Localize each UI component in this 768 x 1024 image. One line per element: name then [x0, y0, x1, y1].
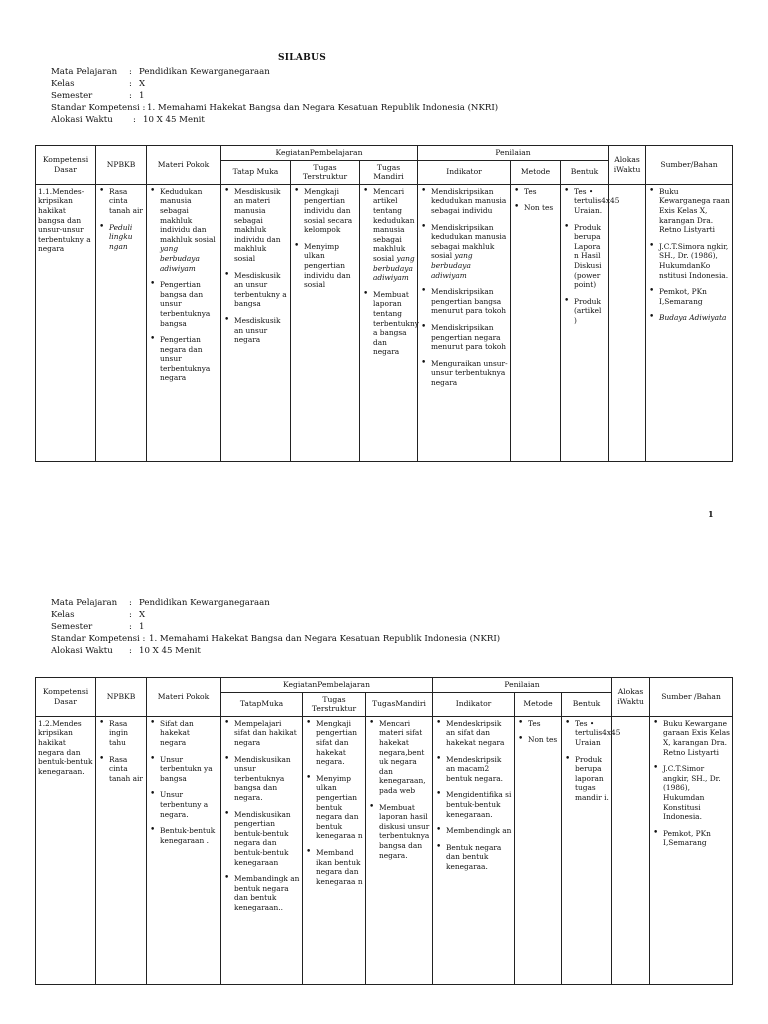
list-item: • Produk berupa Lapora n Hasil Diskusi (power point): [563, 223, 606, 290]
cell-metode: [511, 184, 561, 461]
list-item: • Mesdiskusik an materi manusia sebagai makhluk individu dan makhluk sosial: [223, 187, 288, 264]
syllabus-meta-1: Mata Pelajaran : Pendidikan Kewarganegaraan Kelas : X Semester : 1 Standar Kompetensi : 1. Memahami Hakekat Bangsa dan Negara Kesatuan Republik Indonesia (NKRI) Alokasi Waktu : 10 X 45 Menit: [51, 67, 499, 125]
col-kompetensi-dasar: Kompetensi Dasar: [36, 146, 96, 185]
list-item: • Tes • tertulis4x45 Uraian: [564, 719, 609, 748]
list-item: • J.C.T.Simora ngkir, SH., Dr. (1986), HukumdanKo nstitusi Indonesia.: [648, 242, 730, 280]
list-item: • Mesdiskusik an unsur terbentukny a bangsa: [223, 271, 288, 309]
list-item: • Menyimp ulkan pengertian individu dan sosial: [293, 242, 357, 290]
list-item: • Mendeskripsik an macam2 bentuk negara.: [435, 755, 512, 784]
col-kegiatan: KegiatanPembelajaran: [221, 678, 433, 693]
list-item: • Membuat laporan hasil diskusi unsur terbentuknya bangsa dan negara.: [368, 803, 430, 861]
table-row: [36, 716, 733, 984]
cell-tugas-mandiri: [360, 184, 418, 461]
cell-kompetensi: 1.1.Mendes-kripsikan hakikat bangsa dan unsur-unsur terbentukny a negara: [36, 184, 96, 461]
list-item: • Peduli lingku ngan: [98, 223, 144, 252]
col-sumber-bahan: Sumber /Bahan: [650, 678, 733, 717]
meta-label: Kelas: [51, 79, 75, 89]
list-item: • Menguraikan unsur-unsur terbentuknya negara: [420, 359, 508, 388]
col-kompetensi-dasar: Kompetensi Dasar: [36, 678, 96, 717]
meta-standar: 1. Memahami Hakekat Bangsa dan Negara Kesatuan Republik Indonesia (NKRI): [149, 634, 501, 644]
list-item: • Bentuk negara dan bentuk kenegaraa.: [435, 843, 512, 872]
list-item: • Mendiskusikan pengertian bentuk-bentuk negara dan bentuk-bentuk kenegaraan: [223, 810, 300, 868]
cell-tugas-mandiri: [366, 716, 433, 984]
cell-materi: [147, 716, 221, 984]
list-item: • Non tes: [517, 735, 559, 745]
col-penilaian: Penilaian: [418, 146, 609, 161]
list-item: • Bentuk-bentuk kenegaraan .: [149, 826, 218, 845]
list-item: • Pengertian bangsa dan unsur terbentuknya bangsa: [149, 280, 218, 328]
meta-label: Standar Kompetensi :: [51, 634, 146, 644]
list-item: • Sifat dan hakekat negara: [149, 719, 218, 748]
list-item: • Tes: [513, 187, 558, 197]
col-tugas-mandiri: Tugas Mandiri: [360, 160, 418, 184]
syllabus-table-1: [35, 145, 733, 462]
cell-indikator: [418, 184, 511, 461]
list-item: • Produk berupa laporan tugas mandir i.: [564, 755, 609, 803]
cell-alokasi: [612, 716, 650, 984]
col-alokasi-waktu: Alokas iWaktu: [609, 146, 646, 185]
list-item: • Buku Kewargane garaan Exis Kelas X, karangan Dra. Retno Listyarti: [652, 719, 730, 757]
list-item: • Rasa cinta tanah air: [98, 755, 144, 784]
syllabus-meta-2: Mata Pelajaran : Pendidikan Kewarganegaraan Kelas : X Semester : 1 Standar Kompetensi : 1. Memahami Hakekat Bangsa dan Negara Kesatuan Republik Indonesia (NKRI) Alokasi Waktu : 10 X 45 Menit: [51, 598, 501, 656]
list-item: • Tes • tertulis4x45 Uraian.: [563, 187, 606, 216]
col-penilaian: Penilaian: [433, 678, 612, 693]
list-item: • Mendeskripsik an sifat dan hakekat negara: [435, 719, 512, 748]
col-tugas-terstruktur: Tugas Terstruktur: [291, 160, 360, 184]
list-item: • Unsur terbentuny a negara.: [149, 790, 218, 819]
list-item: • Mengkaji pengertian sifat dan hakekat negara.: [305, 719, 363, 767]
col-tatap-muka: Tatap Muka: [221, 160, 291, 184]
meta-alokasi: 10 X 45 Menit: [139, 646, 201, 656]
list-item: • Kedudukan manusia sebagai makhluk individu dan makhluk sosial yang berbudaya adiwiyam: [149, 187, 218, 273]
list-item: • Memband ikan bentuk negara dan kenegaraa n: [305, 848, 363, 886]
list-item: • Non tes: [513, 203, 558, 213]
meta-label: Semester: [51, 91, 93, 101]
col-tugas-mandiri: TugasMandiri: [366, 692, 433, 716]
col-bentuk: Bentuk: [561, 160, 609, 184]
list-item: • Mendiskripsikan kedudukan manusia sebagai makhluk sosial yang berbudaya adiwiyam: [420, 223, 508, 281]
meta-label: Alokasi Waktu: [51, 646, 113, 656]
col-npbkb: NPBKB: [96, 678, 147, 717]
cell-tugas-terstruktur: [303, 716, 366, 984]
meta-mata-pelajaran: Pendidikan Kewarganegaraan: [139, 598, 270, 608]
list-item: • Produk (artikel ): [563, 297, 606, 326]
col-metode: Metode: [511, 160, 561, 184]
cell-tatap-muka: [221, 716, 303, 984]
document-title: SILABUS: [277, 53, 327, 63]
col-tugas-terstruktur: Tugas Terstruktur: [303, 692, 366, 716]
col-materi-pokok: Materi Pokok: [147, 678, 221, 717]
list-item: • Menyimp ulkan pengertian bentuk negara dan bentuk kenegaraa n: [305, 774, 363, 841]
col-bentuk: Bentuk: [562, 692, 612, 716]
list-item: • Membandingk an bentuk negara dan bentuk kenegaraan..: [223, 874, 300, 912]
cell-npbkb: [96, 184, 147, 461]
cell-tugas-terstruktur: [291, 184, 360, 461]
meta-kelas: X: [139, 79, 146, 89]
meta-alokasi: 10 X 45 Menit: [143, 115, 205, 125]
cell-npbkb: [96, 716, 147, 984]
meta-label: Kelas: [51, 610, 75, 620]
list-item: • Membuat laporan tentang terbentukny a bangsa dan negara: [362, 290, 415, 357]
list-item: • Mendiskusikan unsur terbentuknya bangsa dan negara.: [223, 755, 300, 803]
col-tatap-muka: TatapMuka: [221, 692, 303, 716]
meta-standar: 1. Memahami Hakekat Bangsa dan Negara Kesatuan Republik Indonesia (NKRI): [147, 103, 499, 113]
list-item: • Buku Kewarganega raan Exis Kelas X, karangan Dra. Retno Listyarti: [648, 187, 730, 235]
table-row: [36, 184, 733, 461]
meta-mata-pelajaran: Pendidikan Kewarganegaraan: [139, 67, 270, 77]
meta-semester: 1: [139, 91, 145, 101]
col-sumber-bahan: Sumber/Bahan: [646, 146, 733, 185]
meta-label: Standar Kompetensi :: [51, 103, 146, 113]
list-item: • Pengertian negara dan unsur terbentuknya negara: [149, 335, 218, 383]
list-item: • Mendiskripsikan pengertian negara menurut para tokoh: [420, 323, 508, 352]
cell-materi: [147, 184, 221, 461]
meta-label: Mata Pelajaran: [51, 598, 118, 608]
col-indikator: Indikator: [418, 160, 511, 184]
meta-label: Semester: [51, 622, 93, 632]
cell-sumber: [650, 716, 733, 984]
list-item: • Pemkot, PKn I,Semarang: [652, 829, 730, 848]
list-item: • Pemkot, PKn I,Semarang: [648, 287, 730, 306]
list-item: • Membendingk an: [435, 826, 512, 836]
cell-sumber: [646, 184, 733, 461]
page-number: 1: [708, 509, 714, 519]
list-item: • J.C.T.Simor angkir, SH., Dr. (1986), Hukumdan Konstitusi Indonesia.: [652, 764, 730, 822]
list-item: • Mendiskripsikan pengertian bangsa menurut para tokoh: [420, 287, 508, 316]
list-item: • Mencari materi sifat hakekat negara,bent uk negara dan kenegaraan, pada web: [368, 719, 430, 796]
col-alokasi-waktu: Alokas iWaktu: [612, 678, 650, 717]
meta-label: Alokasi Waktu: [51, 115, 113, 125]
cell-alokasi: [609, 184, 646, 461]
syllabus-table-2: [35, 677, 733, 985]
cell-tatap-muka: [221, 184, 291, 461]
list-item: • Mengkaji pengertian individu dan sosial secara kelompok: [293, 187, 357, 235]
list-item: • Rasa cinta tanah air: [98, 187, 144, 216]
col-npbkb: NPBKB: [96, 146, 147, 185]
cell-indikator: [433, 716, 515, 984]
cell-kompetensi: 1.2.Mendes kripsikan hakikat negara dan bentuk-bentuk kenegaraan.: [36, 716, 96, 984]
col-indikator: Indikator: [433, 692, 515, 716]
cell-metode: [515, 716, 562, 984]
col-metode: Metode: [515, 692, 562, 716]
list-item: • Unsur terbentukn ya bangsa: [149, 755, 218, 784]
list-item: • Mencari artikel tentang kedudukan manusia sebagai makhluk sosial yang berbudaya adiwiyam: [362, 187, 415, 283]
list-item: • Mengidentifika si bentuk-bentuk kenegaraan.: [435, 790, 512, 819]
list-item: • Rasa ingin tahu: [98, 719, 144, 748]
cell-bentuk: [562, 716, 621, 984]
meta-semester: 1: [139, 622, 145, 632]
list-item: • Mempelajari sifat dan hakikat negara: [223, 719, 300, 748]
list-item: • Mendiskripsikan kedudukan manusia sebagai individu: [420, 187, 508, 216]
col-kegiatan: KegiatanPembelajaran: [221, 146, 418, 161]
list-item: • Budaya Adiwiyata: [648, 313, 730, 323]
col-materi-pokok: Materi Pokok: [147, 146, 221, 185]
meta-label: Mata Pelajaran: [51, 67, 118, 77]
list-item: • Mesdiskusik an unsur negara: [223, 316, 288, 345]
meta-kelas: X: [139, 610, 146, 620]
list-item: • Tes: [517, 719, 559, 729]
cell-bentuk: [561, 184, 620, 461]
